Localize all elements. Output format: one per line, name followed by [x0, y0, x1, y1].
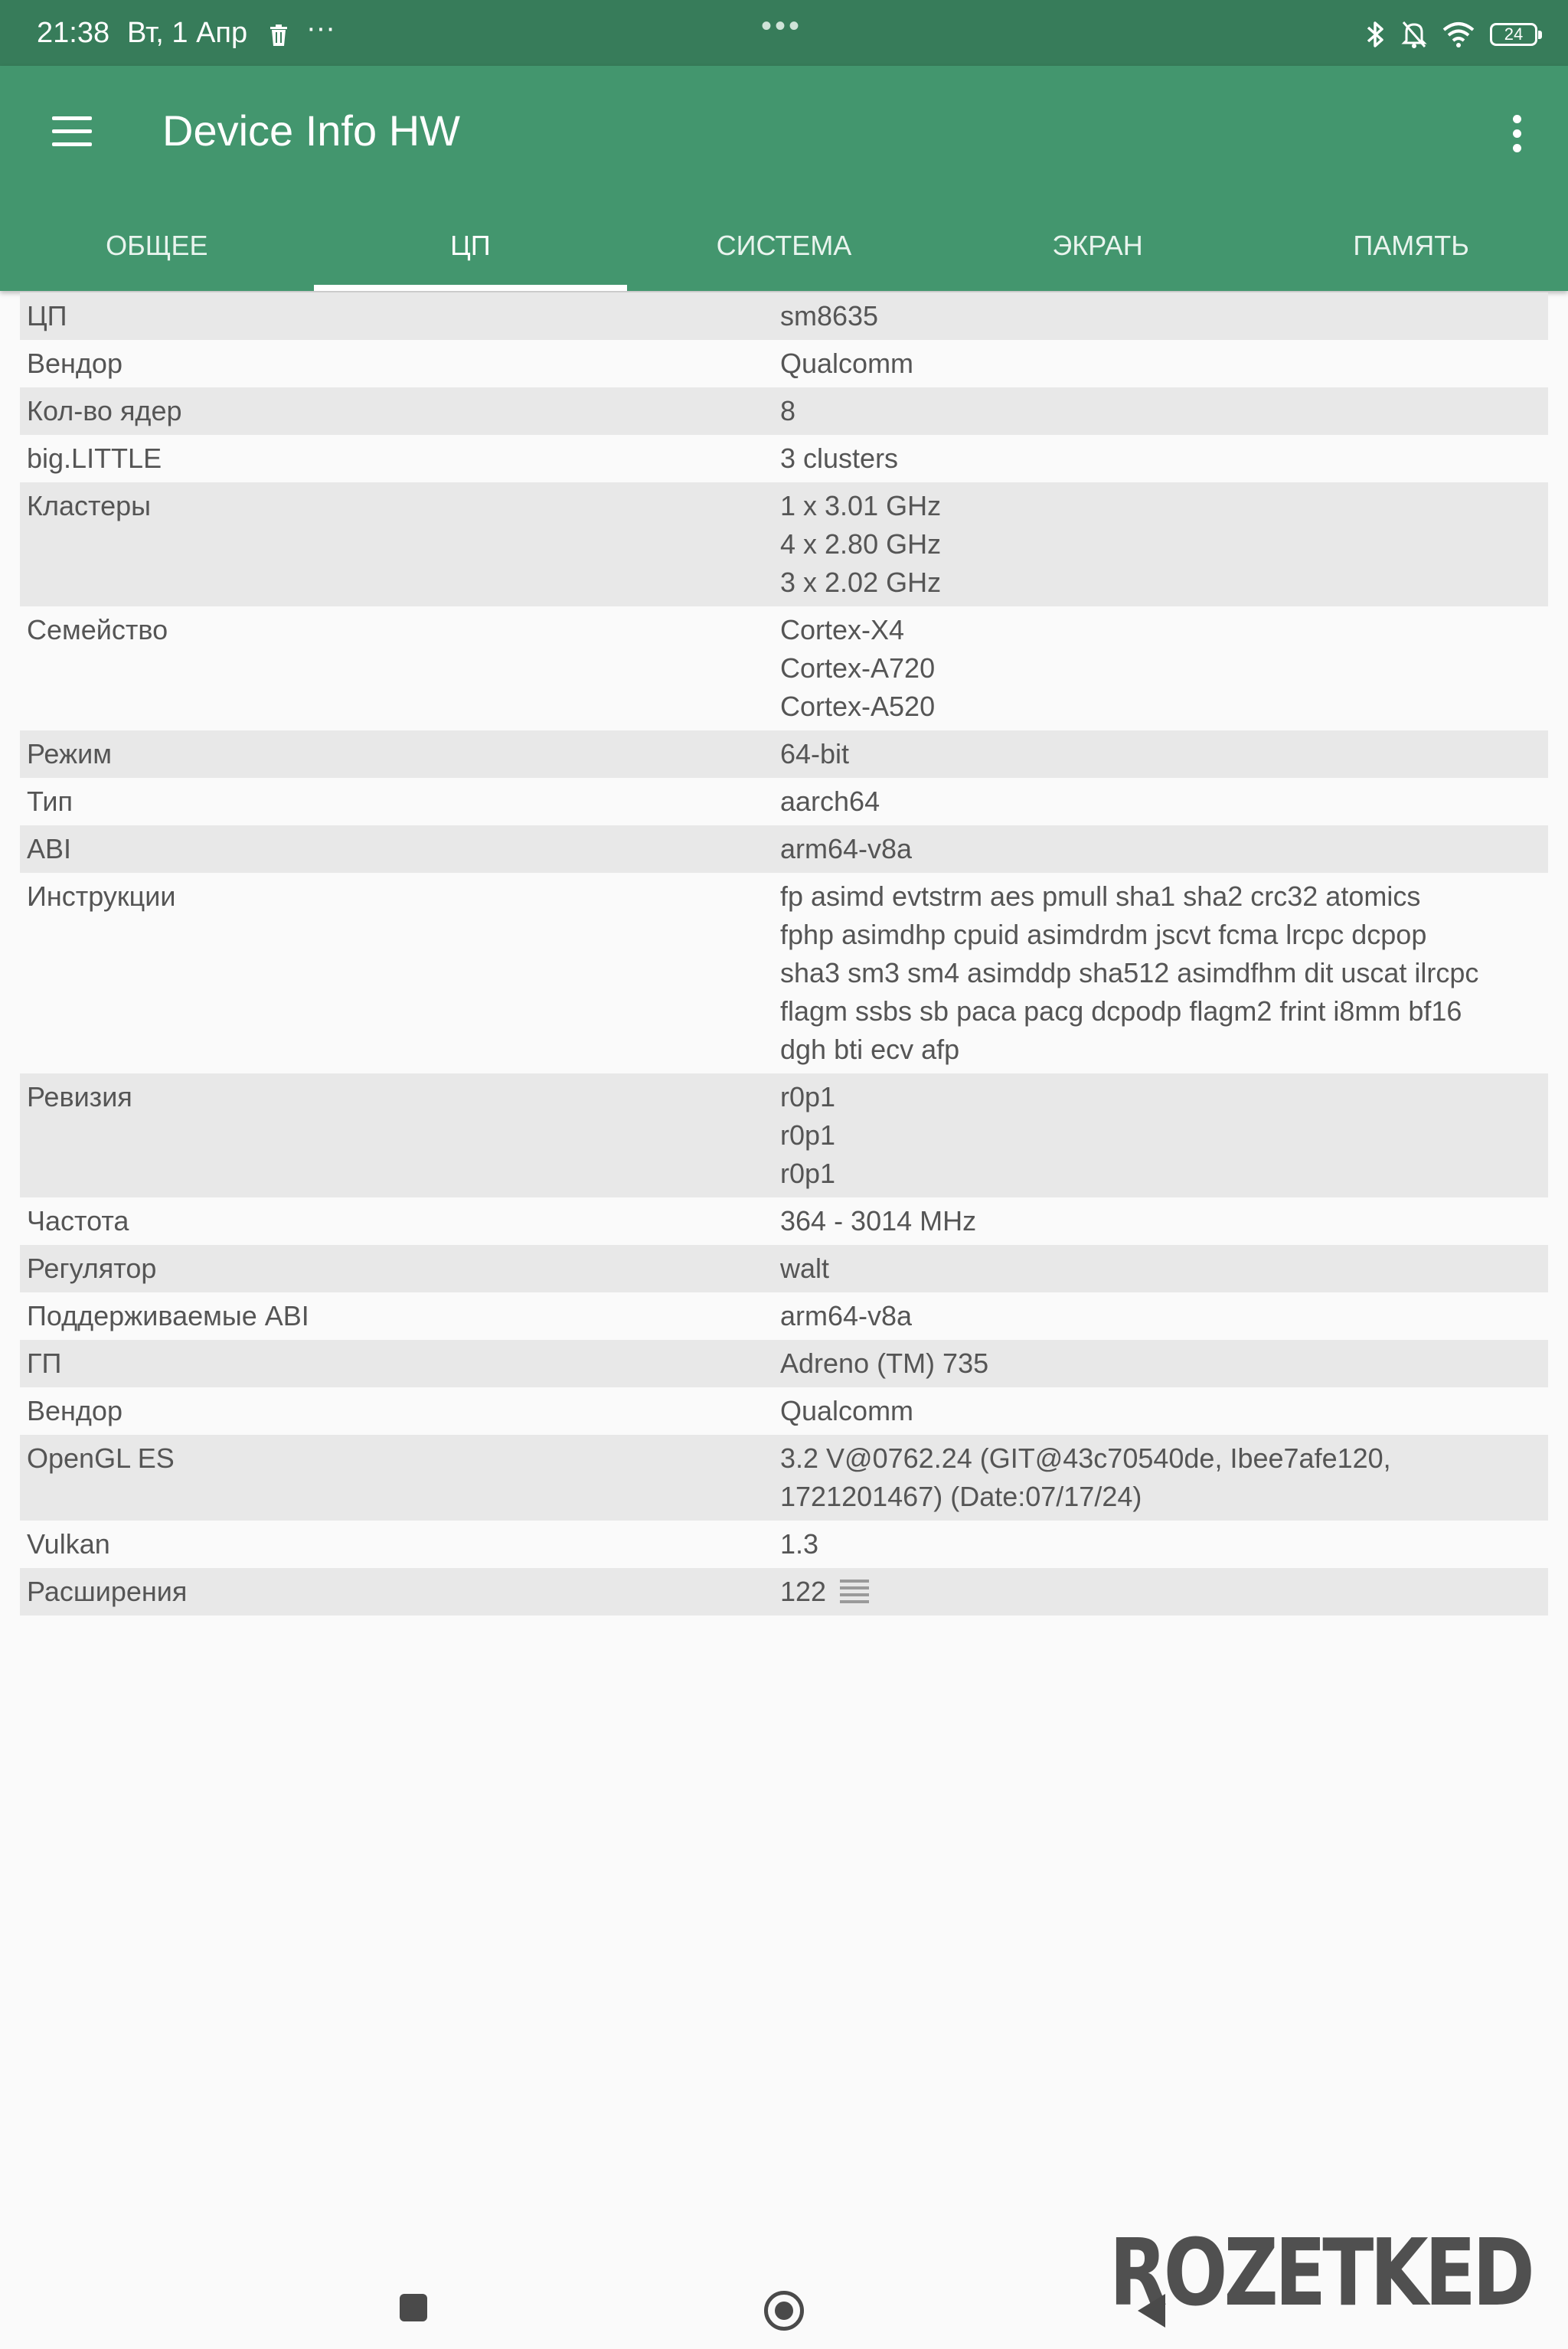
table-row: [20, 778, 1548, 825]
table-row: [20, 1245, 1548, 1292]
row-label: big.LITTLE: [27, 443, 162, 474]
status-bar: [0, 0, 1568, 66]
cpu-info-table: [20, 292, 1548, 1616]
battery-icon: 24: [1490, 23, 1537, 46]
overflow-menu-icon[interactable]: [1513, 115, 1522, 158]
table-row: [20, 387, 1548, 435]
row-value-line: r0p1: [780, 1081, 836, 1112]
row-value-line: Qualcomm: [780, 1395, 914, 1426]
trash-icon: [270, 25, 288, 46]
row-value-line: fphp asimdhp cpuid asimdrdm jscvt fcma lrcpc dcpop: [780, 919, 1427, 950]
row-value: [780, 340, 1548, 387]
row-value-line: Qualcomm: [780, 348, 914, 379]
row-value: [780, 387, 1548, 435]
row-value: [780, 873, 1548, 1073]
row-label: OpenGL ES: [27, 1442, 175, 1474]
tab-4[interactable]: ПАМЯТЬ: [1353, 230, 1469, 261]
row-value: [780, 606, 1548, 730]
list-icon[interactable]: [840, 1580, 869, 1607]
table-row: [20, 482, 1548, 606]
row-value-line: walt: [780, 1253, 830, 1284]
row-value-line: Cortex-X4: [780, 614, 905, 645]
row-label: ГП: [27, 1348, 62, 1379]
tab-1[interactable]: ЦП: [314, 219, 628, 291]
row-value-line: fp asimd evtstrm aes pmull sha1 sha2 crc32 atomics: [780, 880, 1421, 912]
row-value: [780, 1073, 1548, 1197]
row-value-line: arm64-v8a: [780, 833, 913, 864]
tab-3[interactable]: ЭКРАН: [1052, 230, 1143, 261]
row-value-line: Adreno (TM) 735: [780, 1348, 989, 1379]
row-value-line: dgh bti ecv afp: [780, 1034, 960, 1065]
row-value-line: 4 x 2.80 GHz: [780, 528, 942, 560]
row-value: [780, 482, 1548, 606]
row-value-line: 364 - 3014 MHz: [780, 1205, 977, 1237]
tab-2[interactable]: СИСТЕМА: [716, 230, 852, 261]
tab-0[interactable]: ОБЩЕЕ: [106, 230, 208, 261]
row-label: ЦП: [27, 300, 67, 332]
row-value: [780, 1292, 1548, 1340]
row-value: [780, 1340, 1548, 1387]
row-label: Поддерживаемые ABI: [27, 1300, 309, 1331]
row-value[interactable]: [780, 1568, 1548, 1616]
row-label: Частота: [27, 1205, 129, 1237]
bell-muted-icon: [1401, 20, 1427, 49]
row-label: Регулятор: [27, 1253, 157, 1284]
row-label: Семейство: [27, 614, 168, 645]
row-value-line: 3 x 2.02 GHz: [780, 567, 942, 598]
table-row: [20, 1292, 1548, 1340]
navigation-bar: [0, 2251, 1568, 2349]
tab-bar: [0, 219, 1568, 291]
row-value-line: r0p1: [780, 1158, 836, 1189]
row-label: Vulkan: [27, 1528, 110, 1560]
row-value-line: r0p1: [780, 1119, 836, 1151]
row-value-line: 3 clusters: [780, 443, 899, 474]
row-value: [780, 778, 1548, 825]
status-center-dots[interactable]: •••: [761, 9, 803, 43]
row-value: [780, 1435, 1548, 1521]
table-row: [20, 435, 1548, 482]
table-row: [20, 1435, 1548, 1521]
row-value-line: Cortex-A720: [780, 652, 936, 684]
table-row: [20, 730, 1548, 778]
row-label: Расширения: [27, 1576, 188, 1607]
row-value-line: sm8635: [780, 300, 879, 332]
table-row: [20, 1073, 1548, 1197]
table-row: [20, 1387, 1548, 1435]
row-value-line: 8: [780, 395, 796, 426]
row-value-line: 64-bit: [780, 738, 850, 769]
row-value: [780, 1387, 1548, 1435]
table-row: [20, 825, 1548, 873]
row-label: ABI: [27, 833, 72, 864]
row-value-line: 3.2 V@0762.24 (GIT@43c70540de, Ibee7afe120,: [780, 1442, 1391, 1474]
watermark-logo: ROZETKED: [1109, 2220, 1531, 2327]
recent-apps-button[interactable]: [400, 2294, 427, 2321]
row-label: Режим: [27, 738, 112, 769]
row-label: Тип: [27, 786, 74, 817]
app-title: Device Info HW: [162, 106, 460, 155]
table-row: [20, 1197, 1548, 1245]
row-label: Инструкции: [27, 880, 176, 912]
row-label: Вендор: [27, 1395, 122, 1426]
row-value: [780, 292, 1548, 340]
row-value-line: flagm ssbs sb paca pacg dcpodp flagm2 frint i8mm bf16: [780, 995, 1462, 1027]
table-row: [20, 292, 1548, 340]
hamburger-menu-icon[interactable]: [52, 116, 92, 147]
status-time: 21:38: [37, 17, 110, 49]
row-value: [780, 1197, 1548, 1245]
table-row: [20, 340, 1548, 387]
row-label: Вендор: [27, 348, 122, 379]
back-button[interactable]: [1138, 2294, 1165, 2328]
table-row: [20, 1340, 1548, 1387]
row-value-line: 1.3: [780, 1528, 819, 1560]
app-bar: [0, 66, 1568, 291]
row-value-text: 122: [780, 1576, 827, 1607]
table-row: [20, 1521, 1548, 1568]
bluetooth-icon: [1366, 20, 1386, 49]
row-value: [780, 1521, 1548, 1568]
table-row: [20, 606, 1548, 730]
row-value-line: sha3 sm3 sm4 asimddp sha512 asimdfhm dit uscat ilrcpc: [780, 957, 1479, 988]
row-value: [780, 730, 1548, 778]
table-row: [20, 873, 1548, 1073]
home-button[interactable]: [764, 2291, 804, 2331]
row-label: Ревизия: [27, 1081, 132, 1112]
row-value-line: arm64-v8a: [780, 1300, 913, 1331]
status-date: Вт, 1 Апр: [127, 17, 248, 49]
row-value: [780, 1245, 1548, 1292]
row-value-line: 1 x 3.01 GHz: [780, 490, 942, 521]
wifi-icon: [1442, 21, 1475, 47]
row-value: [780, 825, 1548, 873]
table-row: [20, 1568, 1548, 1616]
row-label: Кол-во ядер: [27, 395, 182, 426]
row-value-line: aarch64: [780, 786, 880, 817]
status-more-icon: ···: [306, 12, 335, 44]
row-value-line: [780, 1573, 1539, 1611]
row-value-line: 1721201467) (Date:07/17/24): [780, 1481, 1142, 1512]
row-value-line: Cortex-A520: [780, 691, 936, 722]
row-label: Кластеры: [27, 490, 151, 521]
row-value: [780, 435, 1548, 482]
